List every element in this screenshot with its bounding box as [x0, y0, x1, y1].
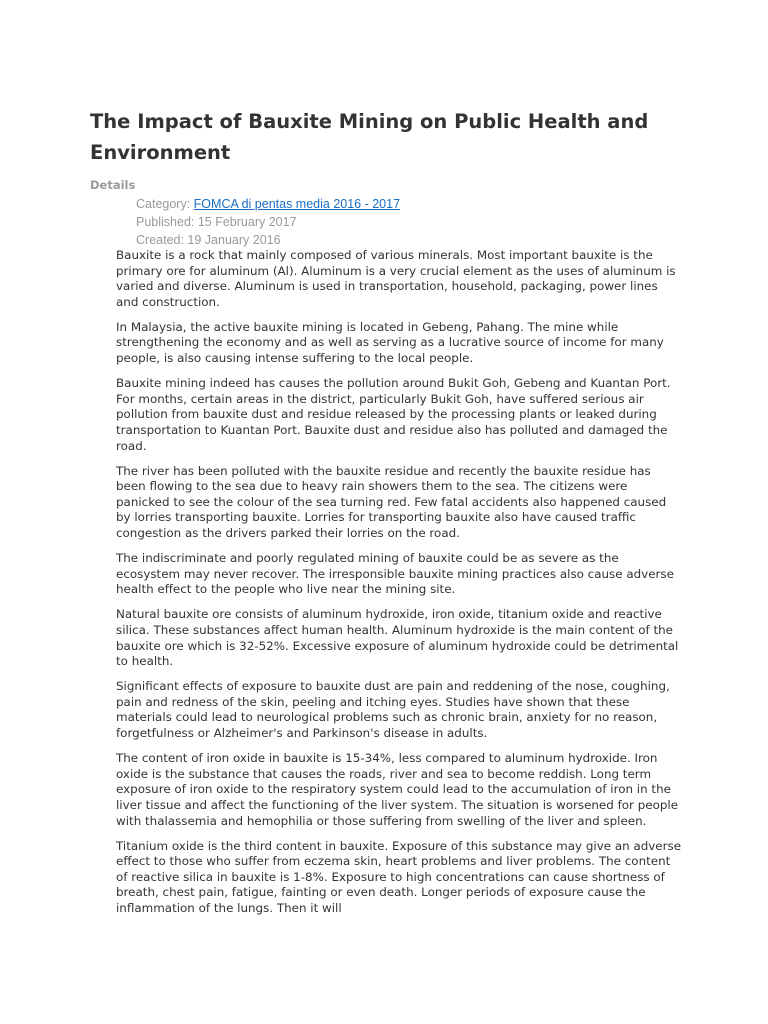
article-paragraph: In Malaysia, the active bauxite mining is located in Gebeng, Pahang. The mine while strengthening the economy and as well as serving as a lucrative source of income for many people, is also causing intense suffering to the local people. — [116, 319, 664, 366]
published-date: Published: 15 February 2017 — [136, 215, 297, 229]
category-label: Category: — [136, 197, 194, 211]
article-paragraph: Titanium oxide is the third content in bauxite. Exposure of this substance may give an adverse effect to those who suffer from eczema skin, heart problems and liver problems. The content of reactive silica in bauxite is 1-8%. Exposure to high concentrations can cause shortness of breath, chest pain, fatigue, fainting or even death. Longer periods of exposure cause the inflammation of the lungs. Then it will — [116, 838, 682, 915]
article-title: The Impact of Bauxite Mining on Public Health and Environment — [90, 110, 649, 164]
article-paragraph: Significant effects of exposure to bauxite dust are pain and reddening of the nose, coughing, pain and redness of the skin, peeling and itching eyes. Studies have shown that these materials could lead to neurological problems such as chronic brain, anxiety for no reason, forgetfulness or Alzheimer's and Parkinson's disease in adults. — [116, 679, 670, 741]
article-category — [136, 195, 400, 213]
article-body — [116, 248, 682, 926]
article-paragraph: Bauxite is a rock that mainly composed of various minerals. Most important bauxite is the primary ore for aluminum (Al). Aluminum is a very crucial element as the uses of aluminum is varied and diverse. Aluminum is used in transportation, household, packaging, power lines and construction. — [116, 248, 676, 309]
category-link[interactable]: FOMCA di pentas media 2016 - 2017 — [193, 197, 401, 211]
article-paragraph: The content of iron oxide in bauxite is 15-34%, less compared to aluminum hydroxide. Iron oxide is the substance that causes the roads, river and sea to become reddish. Long term exposure of iron oxide to the respiratory system could lead to the accumulation of iron in the liver tissue and affect the functioning of the liver system. The situation is worsened for people with thalassemia and hemophilia or those suffering from swelling of the liver and spleen. — [116, 751, 679, 828]
article-paragraph: Natural bauxite ore consists of aluminum hydroxide, iron oxide, titanium oxide and reactive silica. These substances affect human health. Aluminum hydroxide is the main content of the bauxite ore which is 32-52%. Excessive exposure of aluminum hydroxide could be detrimental to health. — [116, 607, 679, 669]
article-paragraph: Bauxite mining indeed has causes the pollution around Bukit Goh, Gebeng and Kuantan Port. For months, certain areas in the district, particularly Bukit Goh, have suffered serious air pollution from bauxite dust and residue released by the processing plants or leaked during transportation to Kuantan Port. Bauxite dust and residue also has polluted and damaged the road. — [116, 376, 671, 453]
article-paragraph: The river has been polluted with the bauxite residue and recently the bauxite residue has been flowing to the sea due to heavy rain showers them to the sea. The citizens were panicked to see the colour of the sea turning red. Few fatal accidents also happened caused by lorries transporting bauxite. Lorries for transporting bauxite also have caused traffic congestion as the drivers parked their lorries on the road. — [116, 463, 667, 540]
details-label: Details — [90, 178, 136, 192]
article-paragraph: The indiscriminate and poorly regulated mining of bauxite could be as severe as the ecosystem may never recover. The irresponsible bauxite mining practices also cause adverse health effect to the people who live near the mining site. — [116, 551, 674, 597]
created-date: Created: 19 January 2016 — [136, 233, 281, 247]
